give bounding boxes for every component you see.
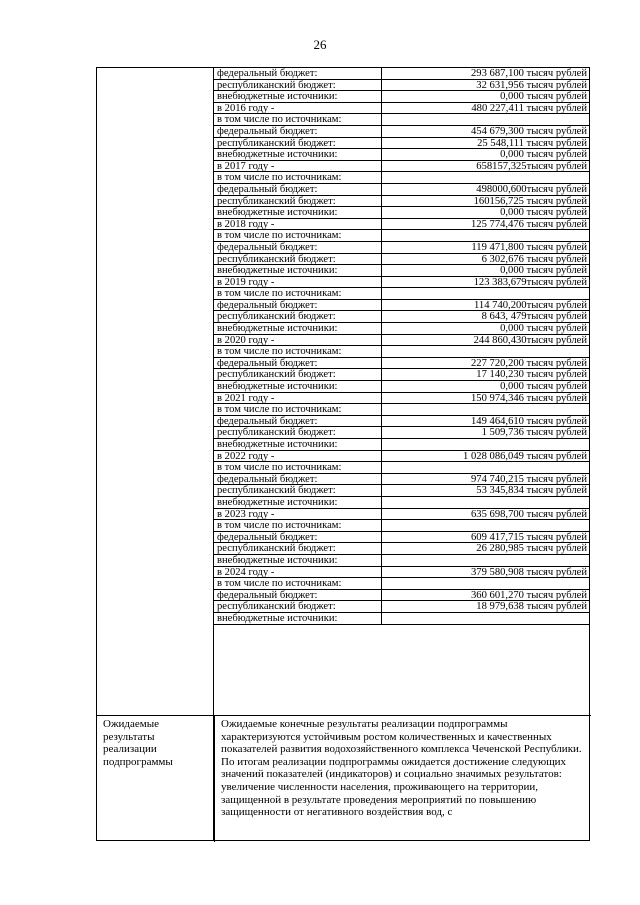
finance-table [96,67,590,841]
row-value: 149 464,610 тысяч рублей [382,416,589,428]
row-label: внебюджетные источники: [214,323,382,335]
row-value: 0,000 тысяч рублей [382,265,589,277]
row-value [382,346,589,358]
row-label: федеральный бюджет: [214,532,382,544]
row-label: в том числе по источникам: [214,230,382,242]
row-value: 32 631,956 тысяч рублей [382,80,589,92]
table-row [214,358,589,370]
row-label: в том числе по источникам: [214,346,382,358]
table-row [214,219,589,231]
table-row [214,601,589,613]
row-value: 658157,325тысяч рублей [382,161,589,173]
table-row [214,590,589,602]
table-row [214,126,589,138]
row-value [382,578,589,590]
results-row [97,715,591,842]
table-row [214,393,589,405]
row-value: 6 302,676 тысяч рублей [382,254,589,266]
table-row [214,439,589,451]
row-value [382,497,589,509]
row-value: 25 548,111 тысяч рублей [382,138,589,150]
table-row [214,311,589,323]
results-paragraph: увеличение численности населения, проживающего на территории, защищенной в результате проведения мероприятий по повышению защищенности от негативного воздействия вод, с [221,780,538,819]
row-value: 150 974,346 тысяч рублей [382,393,589,405]
table-row [214,277,589,289]
row-value: 1 509,736 тысяч рублей [382,427,589,439]
row-value: 227 720,200 тысяч рублей [382,358,589,370]
row-value [382,172,589,184]
results-label: Ожидаемые результаты реализации подпрограммы [103,718,173,768]
row-label: федеральный бюджет: [214,126,382,138]
table-row [214,404,589,416]
row-value: 293 687,100 тысяч рублей [382,68,589,80]
row-label: республиканский бюджет: [214,485,382,497]
row-label: внебюджетные источники: [214,149,382,161]
row-label: республиканский бюджет: [214,138,382,150]
row-value [382,439,589,451]
row-value: 8 643, 479тысяч рублей [382,311,589,323]
row-value [382,520,589,532]
row-label: внебюджетные источники: [214,555,382,567]
table-row [214,462,589,474]
table-row [214,520,589,532]
table-row [214,265,589,277]
table-row [214,416,589,428]
table-row [214,184,589,196]
table-row [214,427,589,439]
row-label: федеральный бюджет: [214,300,382,312]
table-row [214,474,589,486]
table-row [214,532,589,544]
row-label: в том числе по источникам: [214,462,382,474]
table-row [214,114,589,126]
row-label: внебюджетные источники: [214,207,382,219]
row-value: 53 345,834 тысяч рублей [382,485,589,497]
row-label: в 2020 году - [214,335,382,347]
row-value: 609 417,715 тысяч рублей [382,532,589,544]
row-value: 0,000 тысяч рублей [382,207,589,219]
table-row [214,138,589,150]
table-row [214,323,589,335]
row-label: внебюджетные источники: [214,381,382,393]
row-label: внебюджетные источники: [214,265,382,277]
table-row [214,103,589,115]
row-label: внебюджетные источники: [214,497,382,509]
row-value: 125 774,476 тысяч рублей [382,219,589,231]
row-label: республиканский бюджет: [214,543,382,555]
row-value: 379 580,908 тысяч рублей [382,567,589,579]
row-label: федеральный бюджет: [214,68,382,80]
table-row [214,485,589,497]
row-label: федеральный бюджет: [214,358,382,370]
table-row [214,555,589,567]
row-value: 17 140,230 тысяч рублей [382,369,589,381]
table-row [214,196,589,208]
row-value: 0,000 тысяч рублей [382,381,589,393]
table-row [214,254,589,266]
table-row [214,207,589,219]
row-label: республиканский бюджет: [214,427,382,439]
row-label: федеральный бюджет: [214,184,382,196]
row-label: внебюджетные источники: [214,439,382,451]
table-row [214,80,589,92]
table-row [214,335,589,347]
row-value: 123 383,679тысяч рублей [382,277,589,289]
row-value: 454 679,300 тысяч рублей [382,126,589,138]
row-value: 974 740,215 тысяч рублей [382,474,589,486]
row-value [382,404,589,416]
row-label: федеральный бюджет: [214,242,382,254]
row-label: в 2022 году - [214,451,382,463]
row-value [382,114,589,126]
table-row [214,381,589,393]
row-value: 0,000 тысяч рублей [382,323,589,335]
table-row [214,161,589,173]
row-label: в том числе по источникам: [214,114,382,126]
row-value: 119 471,800 тысяч рублей [382,242,589,254]
row-label: в том числе по источникам: [214,172,382,184]
row-label: в 2023 году - [214,509,382,521]
row-label: в том числе по источникам: [214,520,382,532]
row-value: 635 698,700 тысяч рублей [382,509,589,521]
row-label: федеральный бюджет: [214,474,382,486]
results-paragraph: По итогам реализации подпрограммы ожидается достижение следующих значений показателей (индикаторов) и социально значимых результатов: [221,755,567,781]
table-row [214,497,589,509]
table-row [214,346,589,358]
row-label: в том числе по источникам: [214,578,382,590]
row-label: в 2016 году - [214,103,382,115]
row-value: 1 028 086,049 тысяч рублей [382,451,589,463]
row-value [382,230,589,242]
table-row [214,242,589,254]
row-label: в 2021 году - [214,393,382,405]
row-label: федеральный бюджет: [214,416,382,428]
row-label: республиканский бюджет: [214,369,382,381]
results-text [214,716,589,842]
table-row [214,230,589,242]
table-row [214,578,589,590]
table-row [214,288,589,300]
table-row [214,369,589,381]
table-row [214,300,589,312]
row-label: республиканский бюджет: [214,601,382,613]
table-row [214,68,589,80]
table-row [214,543,589,555]
table-row [214,172,589,184]
row-label: в 2018 году - [214,219,382,231]
row-label: внебюджетные источники: [214,91,382,103]
row-value [382,613,589,625]
row-label: федеральный бюджет: [214,590,382,602]
row-value: 244 860,430тысяч рублей [382,335,589,347]
row-value [382,555,589,567]
row-label: республиканский бюджет: [214,311,382,323]
row-label: в том числе по источникам: [214,288,382,300]
results-paragraph: Ожидаемые конечные результаты реализации подпрограммы характеризуются устойчивым ростом количественных и качественных показателей развития водохозяйственного комплекса Чеченской Республики. [221,718,582,756]
table-row [214,451,589,463]
row-label: в том числе по источникам: [214,404,382,416]
row-value: 498000,600тысяч рублей [382,184,589,196]
row-label: в 2017 году - [214,161,382,173]
row-value [382,462,589,474]
table-row [214,509,589,521]
row-value: 114 740,200тысяч рублей [382,300,589,312]
row-value: 0,000 тысяч рублей [382,91,589,103]
row-value: 360 601,270 тысяч рублей [382,590,589,602]
funding-rows [214,68,589,625]
row-value: 26 280,985 тысяч рублей [382,543,589,555]
table-row [214,91,589,103]
row-label: внебюджетные источники: [214,613,382,625]
row-value: 0,000 тысяч рублей [382,149,589,161]
row-label: республиканский бюджет: [214,80,382,92]
row-label: в 2019 году - [214,277,382,289]
row-label: в 2024 году - [214,567,382,579]
row-label: республиканский бюджет: [214,254,382,266]
row-label: республиканский бюджет: [214,196,382,208]
row-value: 18 979,638 тысяч рублей [382,601,589,613]
row-value: 480 227,411 тысяч рублей [382,103,589,115]
table-row [214,149,589,161]
table-row [214,613,589,625]
row-value [382,288,589,300]
page-number: 26 [313,37,327,52]
row-value: 160156,725 тысяч рублей [382,196,589,208]
table-row [214,567,589,579]
